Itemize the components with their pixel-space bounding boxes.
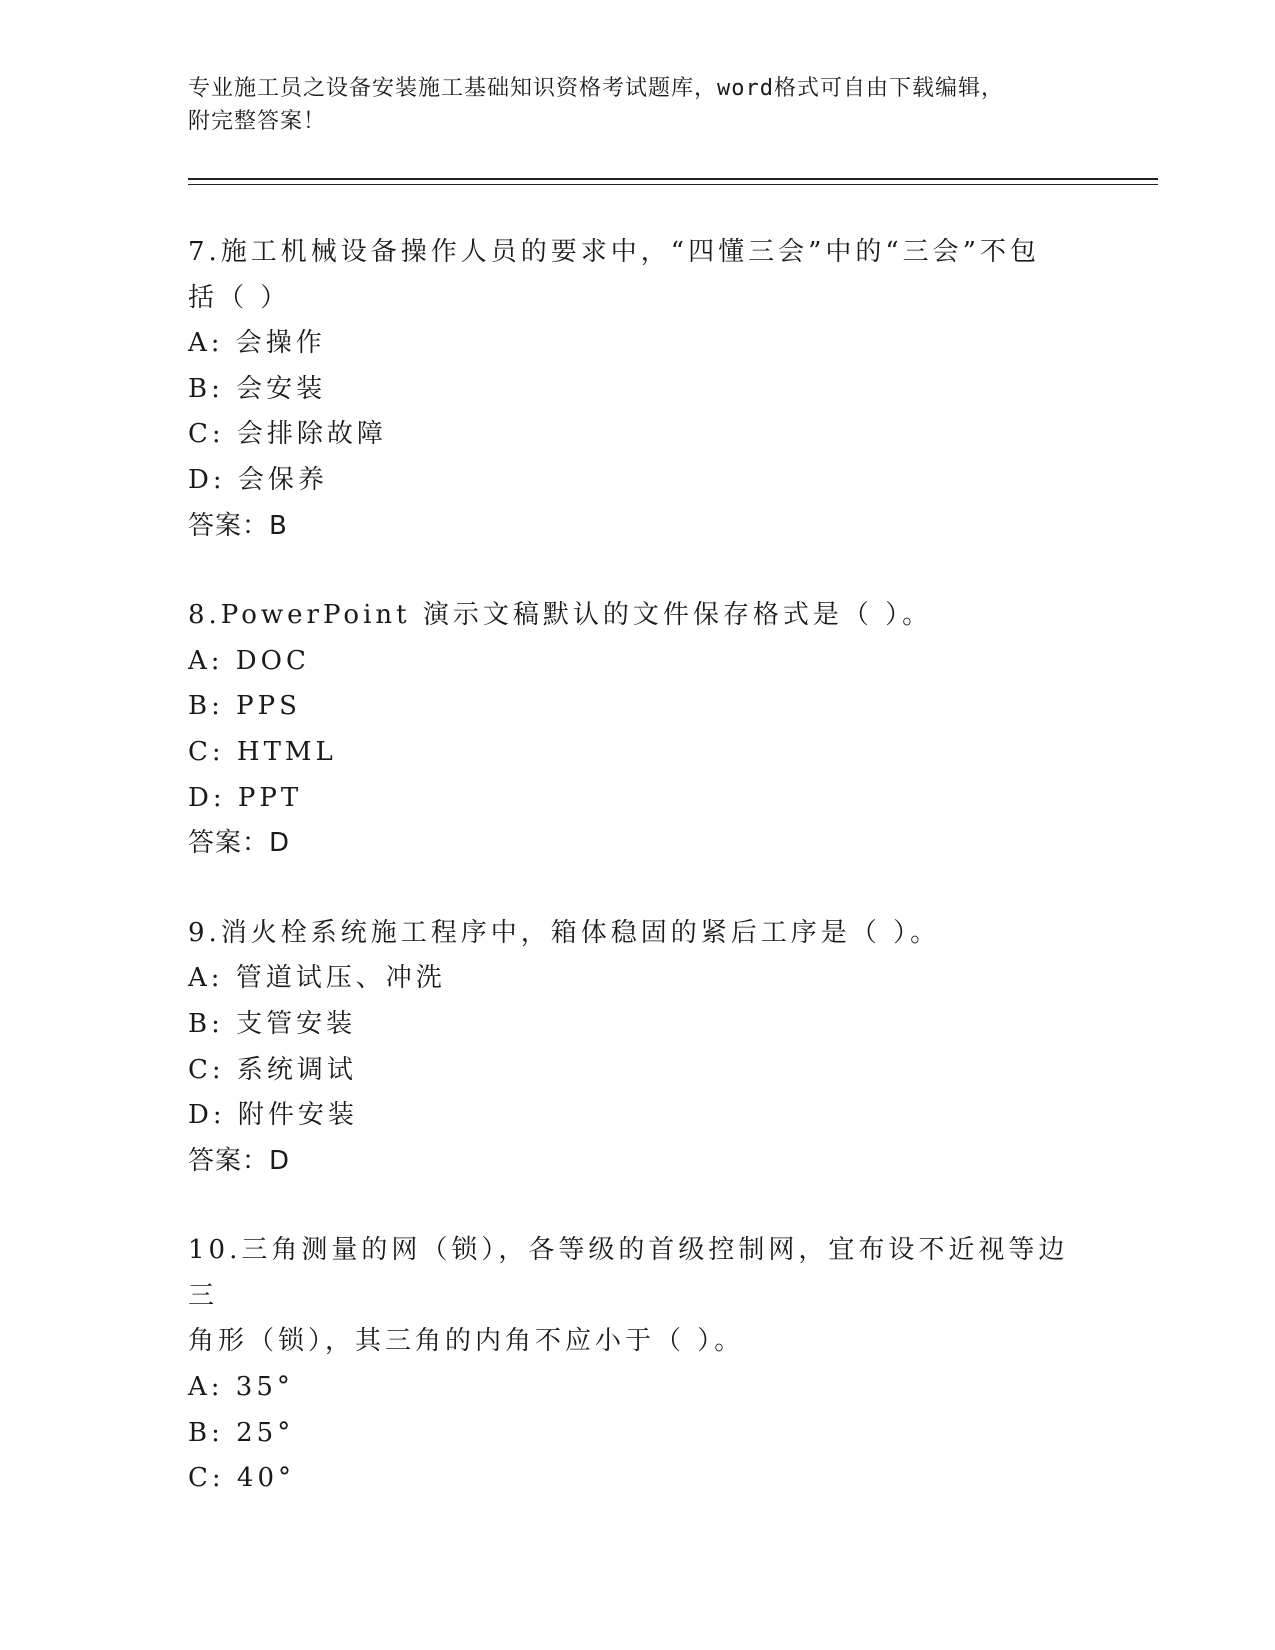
option-a: A: 会操作 xyxy=(188,328,326,359)
option-b: B: 会安装 xyxy=(188,373,327,404)
question-text: 10.三角测量的网（锁），各等级的首级控制网，宜布设不近视等边三 xyxy=(188,1235,1069,1311)
header-line-1: 专业施工员之设备安装施工基础知识资格考试题库，word格式可自由下载编辑， xyxy=(188,76,1004,101)
option-b: B: 25° xyxy=(188,1417,295,1448)
option-b: B: 支管安装 xyxy=(188,1008,357,1039)
option-c: C: 40° xyxy=(188,1463,296,1494)
question-text: 角形（锁），其三角的内角不应小于（ ）。 xyxy=(188,1326,745,1357)
option-a: A: 管道试压、冲洗 xyxy=(188,963,446,994)
option-d: D: 附件安装 xyxy=(188,1100,358,1131)
answer-label: 答案：D xyxy=(188,828,291,859)
question-10 xyxy=(188,1228,1088,1502)
question-text: 7.施工机械设备操作人员的要求中，“四懂三会”中的“三会”不包 xyxy=(188,237,1040,267)
option-b: B: PPS xyxy=(188,691,301,722)
option-d: D: 会保养 xyxy=(188,464,328,495)
question-list xyxy=(188,230,1088,1546)
header-divider-thin xyxy=(188,184,1158,185)
answer-label: 答案：D xyxy=(188,1145,291,1176)
option-d: D: PPT xyxy=(188,782,303,813)
option-c: C: HTML xyxy=(188,736,337,767)
question-8 xyxy=(188,593,1088,867)
option-c: C: 系统调试 xyxy=(188,1054,357,1085)
question-text: 8.PowerPoint 演示文稿默认的文件保存格式是（ ）。 xyxy=(188,600,933,631)
header-divider-thick xyxy=(188,178,1158,180)
question-text: 9.消火栓系统施工程序中，箱体稳固的紧后工序是（ ）。 xyxy=(188,917,941,948)
question-9 xyxy=(188,911,1088,1185)
header-line-2: 附完整答案！ xyxy=(188,109,327,134)
question-7 xyxy=(188,230,1088,549)
question-text: 括（ ） xyxy=(188,282,291,313)
option-a: A: DOC xyxy=(188,645,310,676)
answer-label: 答案：B xyxy=(188,510,288,541)
option-a: A: 35° xyxy=(188,1372,294,1403)
option-c: C: 会排除故障 xyxy=(188,419,387,450)
document-header xyxy=(188,72,1078,138)
